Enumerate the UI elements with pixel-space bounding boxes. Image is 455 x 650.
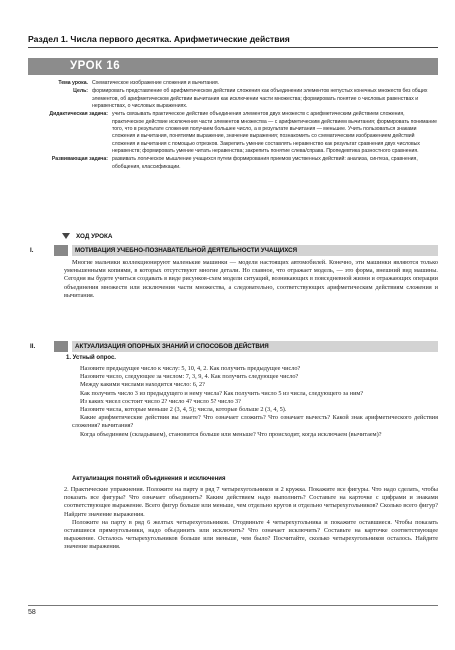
section-1-paragraph: Многие мальчики коллекционируют маленькие машинки — модели настоящих автомобилей. Конечно, эти машинки являются только уменьшенными копиями, в которых отсутствуют многие детали. Но главное, что отражает модель, — это форма, внешний вид машины. Сегодня вы будете учиться создавать в виде рисунков-схем модели ситуаций, возникающих в повседневной жизни и отражающих операции объединения множеств или исключения части множества, а следовательно, соответствующих арифметическим действиям сложения и вычитания. <box>64 259 438 299</box>
triangle-down-icon <box>62 233 70 239</box>
quiz-line: Как получить число 3 из предыдущего и нему числа? Как получить число 5 из числа, следующего за ним? <box>80 389 364 397</box>
footer-divider <box>28 605 438 606</box>
quiz-line: Назовите числа, которые меньше 2 (3, 4, 5); числа, которые больше 2 (3, 4, 5). <box>80 406 287 414</box>
section-2-heading <box>28 341 438 352</box>
section-2-marker <box>54 341 68 352</box>
concepts-heading: Актуализация понятий объединения и исключения <box>72 476 226 482</box>
practice-paragraph-2: Положите на парту в ряд 6 желтых четырехугольников. Отодвиньте 4 четырехугольника и покажите оставшиеся. Чтобы показать оставшиеся прямоугольники, надо объединить или исключить? Что означает исключить? Составьте на карточке соответствующее выражение. Осталось четырехугольников больше или меньше, чем было? Посчитайте, сколько четырехугольников осталось. Найдите значение выражения. <box>64 518 438 551</box>
lesson-meta <box>28 80 438 172</box>
meta-developing-key: Развивающая задача: <box>51 156 108 163</box>
section-2-number: II. <box>30 343 36 350</box>
meta-topic-key: Тема урока. <box>58 80 88 86</box>
quiz-line: Из каких чисел состоит число 2? число 4? число 5? число 3? <box>80 397 241 405</box>
meta-didactic-key: Дидактическая задача: <box>49 111 108 118</box>
meta-goal <box>28 88 438 110</box>
practice-paragraph-1: 2. Практические упражнения. Положите на парту в ряд 7 четырехугольников и 2 кружка. Покажите все фигуры. Что надо сделать, чтобы показать все фигуры? Что означает объединить? Каким действием надо выполнить? Составьте на карточке с цифрами и знаками соответствующее выражение. Всего фигур больше или меньше, чем отдельно кругов и отдельно четырехугольников? Сколько всего фигур? Найдите значение выражения. <box>64 486 438 518</box>
meta-goal-key: Цель: <box>73 88 88 95</box>
meta-didactic <box>28 111 438 155</box>
page-number: 58 <box>28 609 36 616</box>
meta-didactic-value: учить связывать практическое действие объединения элементов двух множеств с арифметическим действием сложения, практическое действие исключения части элементов множества — с арифметическим действием вычитания; формировать понимание того, что в результате сложения получаем большее число, а в результате вычитания — меньшее. Учить пользоваться знаками сложения и вычитания, понятиями выражение, значение выражения; познакомить со схематическим изображением действий сложения и вычитания с помощью отрезков. Закрепить умение составлять неравенство как результат сравнения двух числовых неравенств; формировать умение читать неравенства; закрепить понятие слева/справа. Пропедевтика разностного сравнения. <box>112 111 437 155</box>
section-1-heading <box>28 245 438 256</box>
quiz-line: Когда объединяем (складываем), становится больше или меньше? Что происходит, когда исключаем (вычитаем)? <box>80 430 382 438</box>
meta-topic <box>28 80 438 87</box>
oral-quiz-questions <box>72 365 438 439</box>
meta-developing <box>28 156 438 171</box>
lesson-title: УРОК 16 <box>28 58 438 75</box>
meta-topic-value: Схематическое изображение сложения и вычитания. <box>92 80 220 86</box>
section-2-title: АКТУАЛИЗАЦИЯ ОПОРНЫХ ЗНАНИЙ И СПОСОБОВ ДЕЙСТВИЯ <box>72 341 438 352</box>
quiz-line: Назовите предыдущее число к числу: 5, 10, 4, 2. Как получить предыдущее число? <box>80 365 301 372</box>
lesson-progress-label: ХОД УРОКА <box>76 233 113 240</box>
section-1-number: I. <box>30 247 34 254</box>
meta-developing-value: развивать логическое мышление учащихся путем формирования приемов умственных действий: анализа, синтеза, сравнения, обобщения, классификации. <box>112 156 418 170</box>
lesson-progress-heading <box>62 233 112 240</box>
section-header: Раздел 1. Числа первого десятка. Арифметические действия <box>28 34 438 48</box>
section-1-marker <box>54 245 68 256</box>
oral-quiz-heading: 1. Устный опрос. <box>66 355 116 361</box>
quiz-line: Между какими числами находится число: 6, 2? <box>80 381 205 389</box>
section-1-text <box>64 259 438 300</box>
practice-text <box>64 486 438 552</box>
quiz-line: Назовите число, следующее за числом: 7, 3, 9, 4. Как получить следующее число? <box>80 373 299 381</box>
section-1-title: МОТИВАЦИЯ УЧЕБНО-ПОЗНАВАТЕЛЬНОЙ ДЕЯТЕЛЬНОСТИ УЧАЩИХСЯ <box>72 245 438 256</box>
meta-goal-value: формировать представление об арифметическом действии сложения как объединении элементов непустых конечных множеств без общих элементов, об арифметическом действии вычитания как исключении части множества; формировать понятие о числовых равенствах и неравенствах, о числовых выражениях. <box>92 88 428 110</box>
quiz-line: Какие арифметические действия вы знаете? Что означает сложить? Что означает вычесть? Какой знак арифметического действия сложения? вычитания? <box>72 414 438 430</box>
